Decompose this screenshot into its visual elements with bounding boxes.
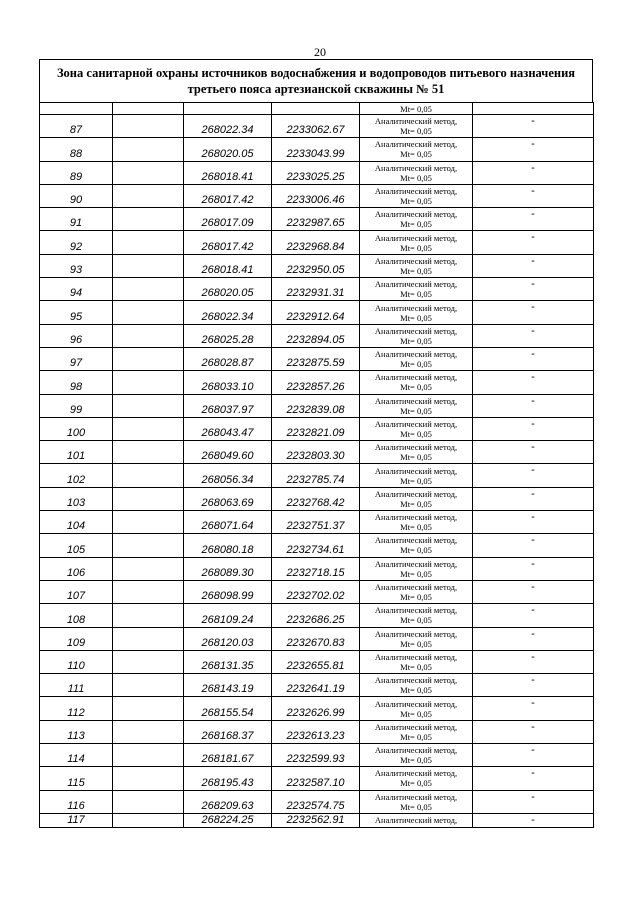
y-coordinate-cell: 2232641.19	[272, 674, 360, 697]
point-number-cell: 87	[40, 115, 113, 138]
table-row	[40, 208, 594, 231]
dash-cell: -	[473, 184, 594, 207]
method-line-1: Аналитический метод,	[374, 698, 458, 709]
empty-cell	[113, 720, 184, 743]
point-number-cell: 99	[40, 394, 113, 417]
point-number-cell: 90	[40, 184, 113, 207]
method-cell	[360, 324, 473, 347]
table-row	[40, 744, 594, 767]
method-cell	[360, 534, 473, 557]
x-coordinate-cell: 268037.97	[184, 394, 272, 417]
dash-cell: -	[473, 790, 594, 813]
y-coordinate-cell: 2232987.65	[272, 208, 360, 231]
empty-cell	[113, 394, 184, 417]
table-row-continued	[40, 103, 594, 115]
table-cell	[473, 103, 594, 115]
dash-cell: -	[473, 231, 594, 254]
title-line-1: Зона санитарной охраны источников водоснабжения и водопроводов питьевого назначения	[56, 66, 576, 80]
y-coordinate-cell: 2232931.31	[272, 278, 360, 301]
document-sheet	[39, 59, 593, 828]
method-line-1: Аналитический метод,	[374, 139, 458, 150]
x-coordinate-cell: 268017.09	[184, 208, 272, 231]
table-row	[40, 231, 594, 254]
method-line-2: Mt= 0,05	[400, 405, 432, 416]
method-line-1: Аналитический метод,	[374, 512, 458, 523]
method-cell	[360, 161, 473, 184]
point-number-cell: 97	[40, 347, 113, 370]
y-coordinate-cell: 2232950.05	[272, 254, 360, 277]
dash-cell: -	[473, 417, 594, 440]
method-line-2: Mt= 0,05	[400, 429, 432, 439]
x-coordinate-cell: 268120.03	[184, 627, 272, 650]
method-line-1: Аналитический метод,	[374, 628, 458, 639]
table-row	[40, 184, 594, 207]
table-cell	[272, 103, 360, 115]
x-coordinate-cell: 268025.28	[184, 324, 272, 347]
x-coordinate-cell: 268080.18	[184, 534, 272, 557]
point-number-cell: 91	[40, 208, 113, 231]
x-coordinate-cell: 268022.34	[184, 115, 272, 138]
method-line-2: Mt= 0,05	[400, 661, 432, 672]
method-cell	[360, 720, 473, 743]
table-row	[40, 720, 594, 743]
method-line-2: Mt= 0,05	[400, 545, 432, 556]
empty-cell	[113, 184, 184, 207]
x-coordinate-cell: 268195.43	[184, 767, 272, 790]
method-cell	[360, 487, 473, 510]
empty-cell	[113, 254, 184, 277]
y-coordinate-cell: 2232968.84	[272, 231, 360, 254]
point-number-cell: 116	[40, 790, 113, 813]
method-line-2: Mt= 0,05	[400, 592, 432, 603]
dash-cell: -	[473, 604, 594, 627]
method-line-2: Mt= 0,05	[400, 196, 432, 207]
table-row	[40, 650, 594, 673]
method-cell	[360, 394, 473, 417]
dash-cell: -	[473, 674, 594, 697]
table-row	[40, 347, 594, 370]
empty-cell	[113, 464, 184, 487]
empty-cell	[113, 208, 184, 231]
table-row	[40, 534, 594, 557]
table-row	[40, 557, 594, 580]
x-coordinate-cell: 268131.35	[184, 650, 272, 673]
method-line-2: Mt= 0,05	[400, 522, 432, 533]
method-cell	[360, 138, 473, 161]
method-cell	[360, 744, 473, 767]
empty-cell	[113, 813, 184, 827]
method-line-1: Аналитический метод,	[374, 302, 458, 313]
empty-cell	[113, 441, 184, 464]
method-line-1: Аналитический метод,	[374, 605, 458, 616]
dash-cell: -	[473, 254, 594, 277]
table-row	[40, 371, 594, 394]
table-row	[40, 278, 594, 301]
method-cell	[360, 184, 473, 207]
dash-cell: -	[473, 394, 594, 417]
method-line-2: Mt= 0,05	[400, 475, 432, 486]
point-number-cell: 114	[40, 744, 113, 767]
method-cell	[360, 254, 473, 277]
empty-cell	[113, 790, 184, 813]
method-cell	[360, 115, 473, 138]
table-cell	[40, 103, 113, 115]
dash-cell: -	[473, 278, 594, 301]
table-row	[40, 767, 594, 790]
table-row	[40, 138, 594, 161]
method-line-1: Аналитический метод,	[374, 791, 458, 802]
y-coordinate-cell: 2233043.99	[272, 138, 360, 161]
y-coordinate-cell: 2232894.05	[272, 324, 360, 347]
dash-cell: -	[473, 487, 594, 510]
table-row	[40, 697, 594, 720]
y-coordinate-cell: 2232626.99	[272, 697, 360, 720]
method-line-2: Mt= 0,05	[400, 335, 432, 346]
empty-cell	[113, 534, 184, 557]
method-line-1: Аналитический метод,	[374, 442, 458, 453]
table-row	[40, 115, 594, 138]
table-row	[40, 790, 594, 813]
point-number-cell: 117	[40, 813, 113, 827]
point-number-cell: 108	[40, 604, 113, 627]
empty-cell	[113, 627, 184, 650]
point-number-cell: 115	[40, 767, 113, 790]
table-row	[40, 254, 594, 277]
empty-cell	[113, 138, 184, 161]
empty-cell	[113, 161, 184, 184]
x-coordinate-cell: 268063.69	[184, 487, 272, 510]
table-row	[40, 161, 594, 184]
table-row	[40, 511, 594, 534]
point-number-cell: 106	[40, 557, 113, 580]
y-coordinate-cell: 2232613.23	[272, 720, 360, 743]
method-line-2: Mt= 0,05	[400, 778, 432, 789]
point-number-cell: 107	[40, 580, 113, 603]
point-number-cell: 105	[40, 534, 113, 557]
table-cell	[184, 103, 272, 115]
y-coordinate-cell: 2232562.91	[272, 813, 360, 827]
table-row	[40, 604, 594, 627]
method-cell	[360, 347, 473, 370]
dash-cell: -	[473, 511, 594, 534]
dash-cell: -	[473, 697, 594, 720]
x-coordinate-cell: 268020.05	[184, 278, 272, 301]
y-coordinate-cell: 2232702.02	[272, 580, 360, 603]
point-number-cell: 93	[40, 254, 113, 277]
empty-cell	[113, 231, 184, 254]
point-number-cell: 110	[40, 650, 113, 673]
y-coordinate-cell: 2232857.26	[272, 371, 360, 394]
x-coordinate-cell: 268071.64	[184, 511, 272, 534]
method-cell	[360, 790, 473, 813]
x-coordinate-cell: 268168.37	[184, 720, 272, 743]
point-number-cell: 103	[40, 487, 113, 510]
dash-cell: -	[473, 627, 594, 650]
dash-cell: -	[473, 441, 594, 464]
method-line-2: Mt= 0,05	[400, 149, 432, 160]
method-line-2: Mt= 0,05	[400, 708, 432, 719]
point-number-cell: 101	[40, 441, 113, 464]
y-coordinate-cell: 2233006.46	[272, 184, 360, 207]
method-line-2: Mt= 0,05	[400, 242, 432, 253]
table-row	[40, 464, 594, 487]
method-line-2: Mt= 0,05	[400, 289, 432, 300]
empty-cell	[113, 417, 184, 440]
point-number-cell: 112	[40, 697, 113, 720]
point-number-cell: 96	[40, 324, 113, 347]
coordinates-table-body	[40, 103, 594, 828]
table-row	[40, 301, 594, 324]
x-coordinate-cell: 268209.63	[184, 790, 272, 813]
table-cell	[113, 103, 184, 115]
point-number-cell: 104	[40, 511, 113, 534]
method-line-2: Mt= 0,05	[400, 755, 432, 766]
y-coordinate-cell: 2232751.37	[272, 511, 360, 534]
dash-cell: -	[473, 813, 594, 827]
y-coordinate-cell: 2233025.25	[272, 161, 360, 184]
method-line-1: Аналитический метод,	[374, 209, 458, 220]
x-coordinate-cell: 268022.34	[184, 301, 272, 324]
x-coordinate-cell: 268043.47	[184, 417, 272, 440]
method-line-1: Аналитический метод,	[374, 465, 458, 476]
method-cell	[360, 417, 473, 440]
table-row	[40, 441, 594, 464]
x-coordinate-cell: 268018.41	[184, 254, 272, 277]
method-line-1: Аналитический метод,	[374, 279, 458, 290]
empty-cell	[113, 744, 184, 767]
y-coordinate-cell: 2232912.64	[272, 301, 360, 324]
method-line-2: Mt= 0,05	[400, 731, 432, 742]
x-coordinate-cell: 268017.42	[184, 184, 272, 207]
point-number-cell: 102	[40, 464, 113, 487]
x-coordinate-cell: 268224.25	[184, 813, 272, 827]
point-number-cell: 95	[40, 301, 113, 324]
method-cell	[360, 627, 473, 650]
table-row	[40, 580, 594, 603]
empty-cell	[113, 324, 184, 347]
dash-cell: -	[473, 301, 594, 324]
x-coordinate-cell: 268028.87	[184, 347, 272, 370]
method-line-2: Mt= 0,05	[400, 615, 432, 626]
point-number-cell: 111	[40, 674, 113, 697]
x-coordinate-cell: 268017.42	[184, 231, 272, 254]
method-cell	[360, 674, 473, 697]
method-line-1: Аналитический метод,	[374, 349, 458, 360]
y-coordinate-cell: 2232734.61	[272, 534, 360, 557]
dash-cell: -	[473, 650, 594, 673]
dash-cell: -	[473, 720, 594, 743]
y-coordinate-cell: 2232839.08	[272, 394, 360, 417]
method-line-1: Аналитический метод,	[374, 186, 458, 197]
method-cell	[360, 697, 473, 720]
y-coordinate-cell: 2232821.09	[272, 417, 360, 440]
empty-cell	[113, 511, 184, 534]
method-cell	[360, 441, 473, 464]
method-line-2: Mt= 0,05	[400, 382, 432, 393]
method-cell	[360, 767, 473, 790]
x-coordinate-cell: 268018.41	[184, 161, 272, 184]
empty-cell	[113, 650, 184, 673]
method-cell	[360, 580, 473, 603]
method-line-1: Аналитический метод,	[374, 255, 458, 266]
x-coordinate-cell: 268155.54	[184, 697, 272, 720]
method-line-1: Аналитический метод,	[374, 675, 458, 686]
method-line-2: Mt= 0,05	[400, 219, 432, 230]
empty-cell	[113, 278, 184, 301]
method-line-2: Mt= 0,05	[400, 685, 432, 696]
dash-cell: -	[473, 580, 594, 603]
method-cell	[360, 813, 473, 827]
method-cell	[360, 231, 473, 254]
y-coordinate-cell: 2232587.10	[272, 767, 360, 790]
empty-cell	[113, 487, 184, 510]
dash-cell: -	[473, 208, 594, 231]
x-coordinate-cell: 268020.05	[184, 138, 272, 161]
x-coordinate-cell: 268089.30	[184, 557, 272, 580]
table-row	[40, 674, 594, 697]
empty-cell	[113, 347, 184, 370]
method-cell	[360, 604, 473, 627]
dash-cell: -	[473, 138, 594, 161]
method-line-1: Аналитический метод,	[374, 815, 458, 826]
method-line-1: Аналитический метод,	[374, 582, 458, 593]
y-coordinate-cell: 2232718.15	[272, 557, 360, 580]
empty-cell	[113, 674, 184, 697]
point-number-cell: 100	[40, 417, 113, 440]
point-number-cell: 109	[40, 627, 113, 650]
method-line-1: Аналитический метод,	[374, 745, 458, 756]
empty-cell	[113, 767, 184, 790]
method-line-2: Mt= 0,05	[400, 498, 432, 509]
method-cell	[360, 278, 473, 301]
method-line-1: Аналитический метод,	[374, 395, 458, 406]
empty-cell	[113, 115, 184, 138]
x-coordinate-cell: 268109.24	[184, 604, 272, 627]
method-line-1: Аналитический метод,	[374, 721, 458, 732]
y-coordinate-cell: 2232574.75	[272, 790, 360, 813]
table-row	[40, 487, 594, 510]
method-line-1: Аналитический метод,	[374, 558, 458, 569]
dash-cell: -	[473, 744, 594, 767]
dash-cell: -	[473, 464, 594, 487]
method-line-1: Аналитический метод,	[374, 116, 458, 127]
method-cell	[360, 557, 473, 580]
point-number-cell: 89	[40, 161, 113, 184]
table-row	[40, 813, 594, 827]
empty-cell	[113, 580, 184, 603]
method-line-1: Аналитический метод,	[374, 651, 458, 662]
method-line-1: Аналитический метод,	[374, 535, 458, 546]
dash-cell: -	[473, 557, 594, 580]
y-coordinate-cell: 2232599.93	[272, 744, 360, 767]
method-line-1: Аналитический метод,	[374, 419, 458, 429]
table-row	[40, 417, 594, 440]
method-line-1: Аналитический метод,	[374, 162, 458, 173]
method-cell	[360, 511, 473, 534]
dash-cell: -	[473, 534, 594, 557]
method-line-2: Mt= 0,05	[400, 452, 432, 463]
x-coordinate-cell: 268181.67	[184, 744, 272, 767]
method-cell: Mt= 0,05	[360, 103, 473, 115]
point-number-cell: 92	[40, 231, 113, 254]
method-line-1: Аналитический метод,	[374, 325, 458, 336]
method-cell	[360, 301, 473, 324]
method-line-2: Mt= 0,05	[400, 638, 432, 649]
method-line-2: Mt= 0,05	[400, 801, 432, 812]
x-coordinate-cell: 268098.99	[184, 580, 272, 603]
method-line-2: Mt= 0,05	[400, 568, 432, 579]
y-coordinate-cell: 2233062.67	[272, 115, 360, 138]
point-number-cell: 94	[40, 278, 113, 301]
method-cell	[360, 371, 473, 394]
empty-cell	[113, 301, 184, 324]
dash-cell: -	[473, 161, 594, 184]
table-row	[40, 394, 594, 417]
dash-cell: -	[473, 115, 594, 138]
point-number-cell: 88	[40, 138, 113, 161]
dash-cell: -	[473, 767, 594, 790]
method-line-1: Аналитический метод,	[374, 768, 458, 779]
y-coordinate-cell: 2232803.30	[272, 441, 360, 464]
table-row	[40, 627, 594, 650]
method-cell	[360, 650, 473, 673]
empty-cell	[113, 557, 184, 580]
method-line-2: Mt= 0,05	[400, 265, 432, 276]
x-coordinate-cell: 268143.19	[184, 674, 272, 697]
dash-cell: -	[473, 347, 594, 370]
y-coordinate-cell: 2232655.81	[272, 650, 360, 673]
y-coordinate-cell: 2232785.74	[272, 464, 360, 487]
empty-cell	[113, 697, 184, 720]
empty-cell	[113, 604, 184, 627]
method-line-1: Аналитический метод,	[374, 232, 458, 243]
empty-cell	[113, 371, 184, 394]
dash-cell: -	[473, 324, 594, 347]
table-title	[39, 59, 593, 102]
method-cell	[360, 208, 473, 231]
x-coordinate-cell: 268056.34	[184, 464, 272, 487]
dash-cell: -	[473, 371, 594, 394]
y-coordinate-cell: 2232670.83	[272, 627, 360, 650]
y-coordinate-cell: 2232686.25	[272, 604, 360, 627]
coordinates-table	[39, 102, 594, 828]
page-number: 20	[314, 45, 326, 59]
table-row	[40, 324, 594, 347]
x-coordinate-cell: 268049.60	[184, 441, 272, 464]
y-coordinate-cell: 2232875.59	[272, 347, 360, 370]
method-cell	[360, 464, 473, 487]
y-coordinate-cell: 2232768.42	[272, 487, 360, 510]
method-line-2: Mt= 0,05	[400, 359, 432, 370]
point-number-cell: 98	[40, 371, 113, 394]
method-line-2: Mt= 0,05	[400, 312, 432, 323]
point-number-cell: 113	[40, 720, 113, 743]
method-line-1: Аналитический метод,	[374, 488, 458, 499]
method-line-2: Mt= 0,05	[400, 172, 432, 183]
x-coordinate-cell: 268033.10	[184, 371, 272, 394]
title-line-2: третьего пояса артезианской скважины № 51	[187, 82, 445, 96]
method-line-1: Аналитический метод,	[374, 372, 458, 383]
method-line-2: Mt= 0,05	[400, 126, 432, 137]
